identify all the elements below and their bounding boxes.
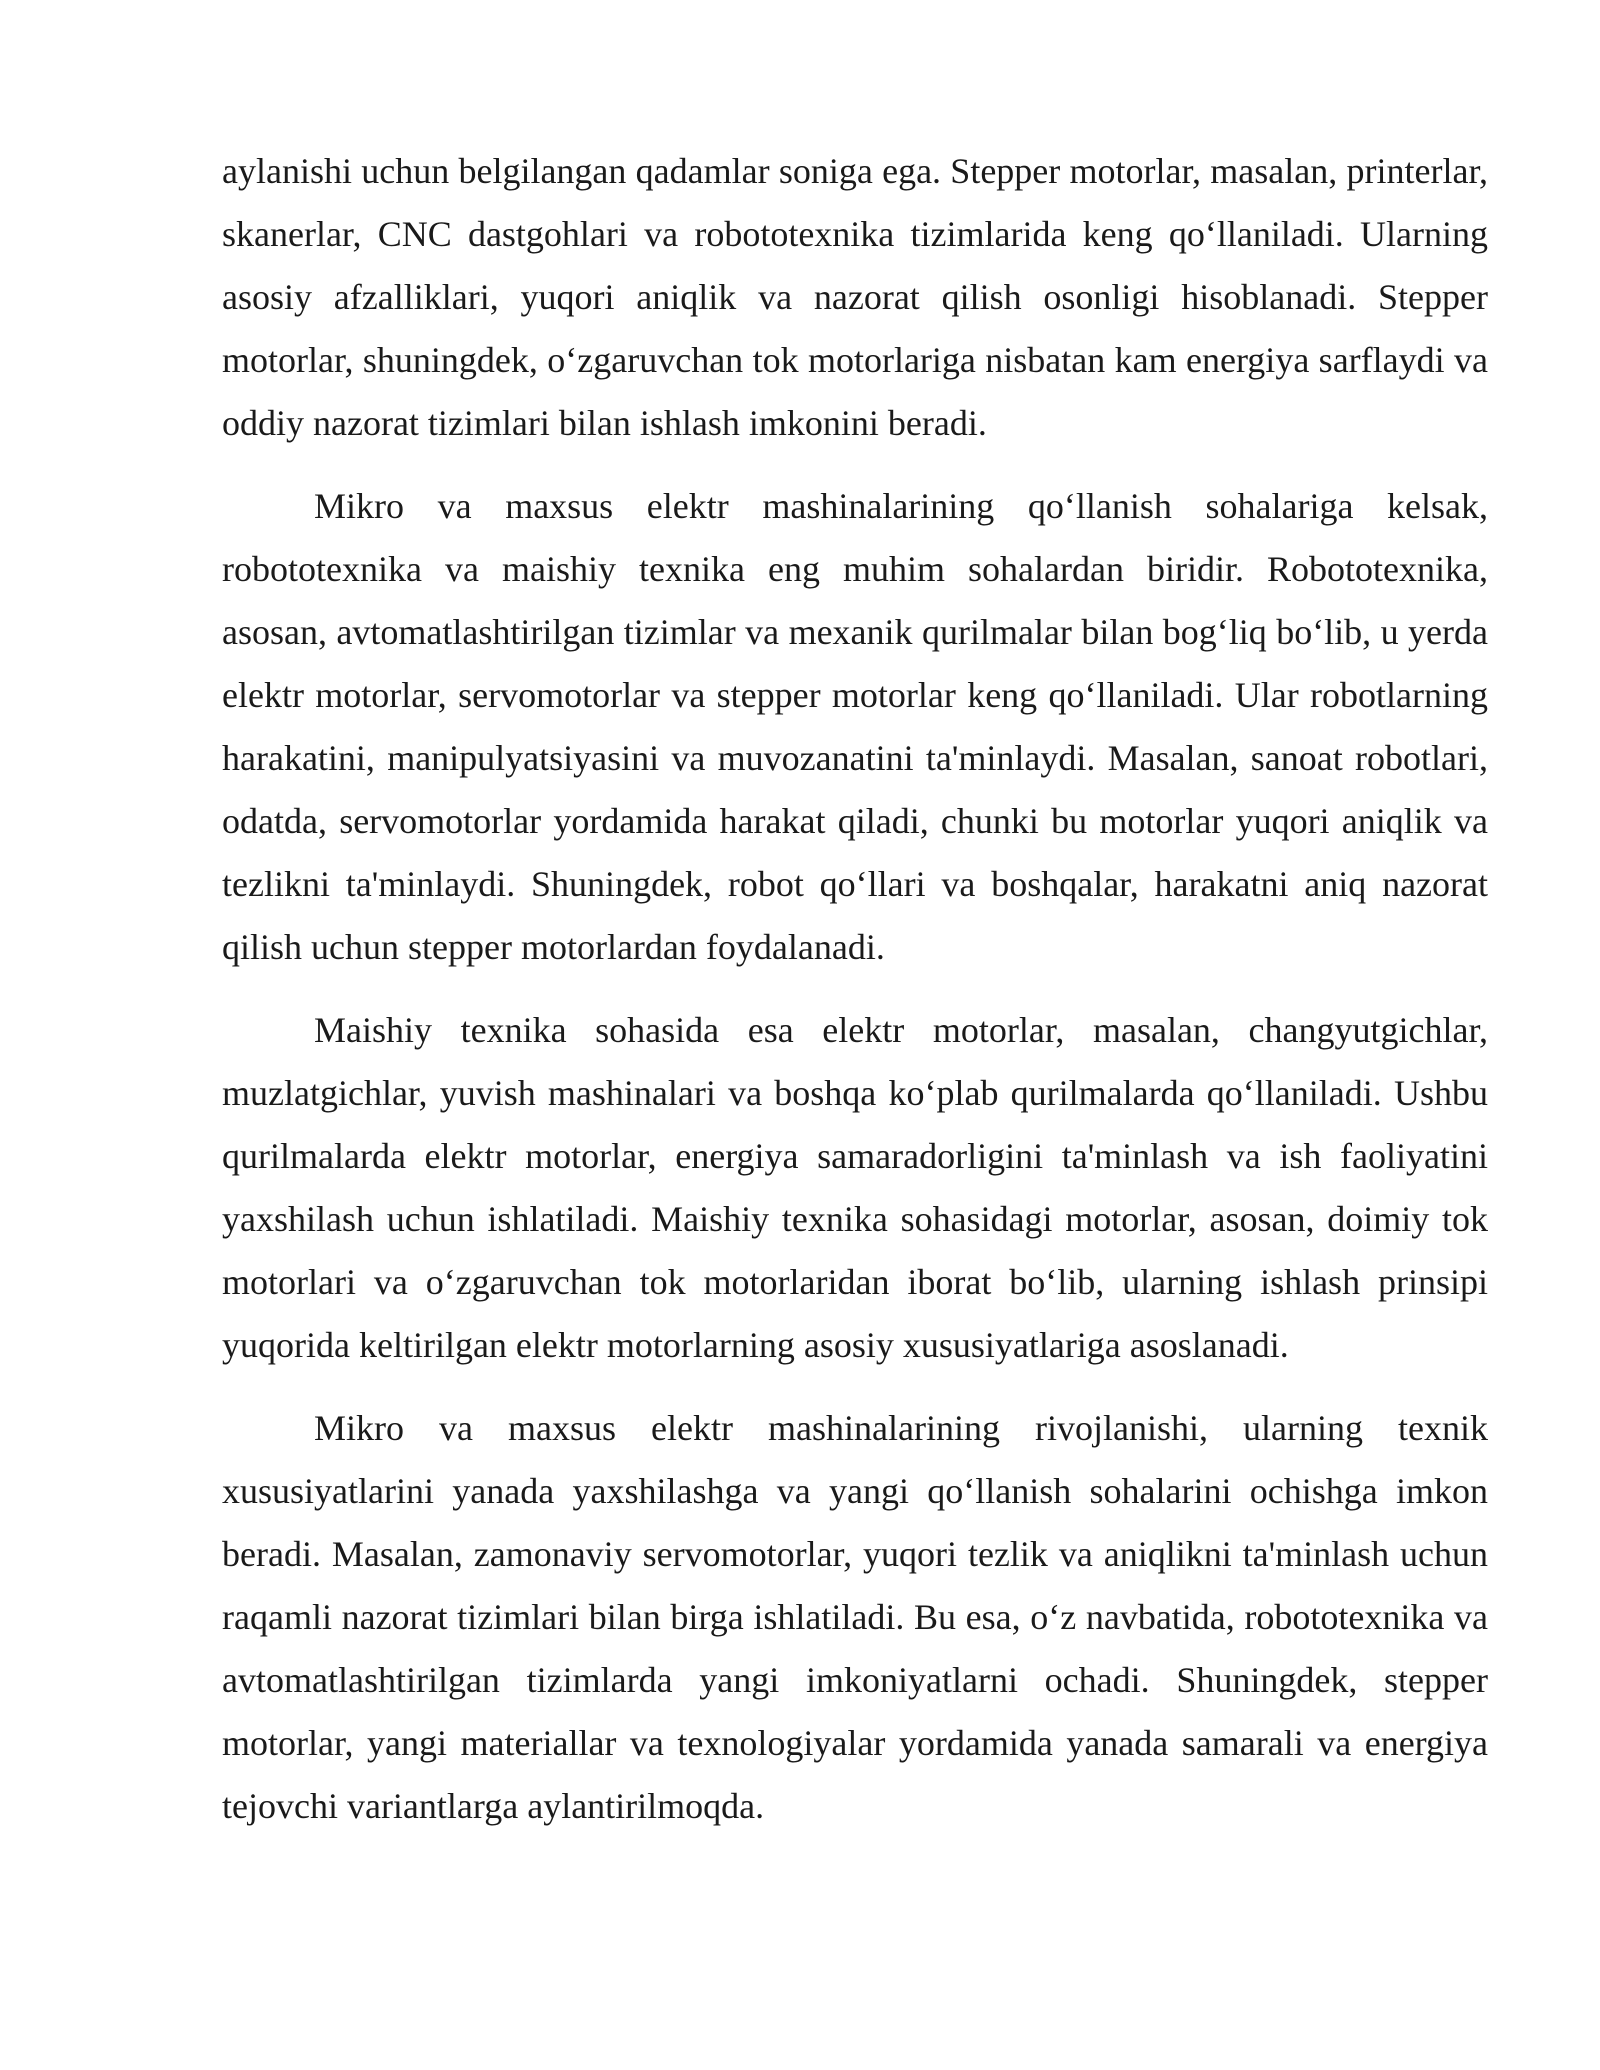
- paragraph-development: Mikro va maxsus elektr mashinalarining rivojlanishi, ularning texnik xususiyatlarini yanada yaxshilashga va yangi qo‘llanish sohalarini ochishga imkon beradi. Masalan, zamonaviy servomotorlar, yuqori tezlik va aniqlikni ta'minlash uchun raqamli nazorat tizimlari bilan birga ishlatiladi. Bu esa, o‘z navbatida, robototexnika va avtomatlashtirilgan tizimlarda yangi imkoniyatlarni ochadi. Shuningdek, stepper motorlar, yangi materiallar va texnologiyalar yordamida yanada samarali va energiya tejovchi variantlarga aylantirilmoqda.: [222, 1408, 1488, 1826]
- body-text: [222, 140, 1488, 1858]
- paragraph-applications: Mikro va maxsus elektr mashinalarining qo‘llanish sohalariga kelsak, robototexnika va maishiy texnika eng muhim sohalardan biridir. Robototexnika, asosan, avtomatlashtirilgan tizimlar va mexanik qurilmalar bilan bog‘liq bo‘lib, u yerda elektr motorlar, servomotorlar va stepper motorlar keng qo‘llaniladi. Ular robotlarning harakatini, manipulyatsiyasini va muvozanatini ta'minlaydi. Masalan, sanoat robotlari, odatda, servomotorlar yordamida harakat qiladi, chunki bu motorlar yuqori aniqlik va tezlikni ta'minlaydi. Shuningdek, robot qo‘llari va boshqalar, harakatni aniq nazorat qilish uchun stepper motorlardan foydalanadi.: [222, 486, 1488, 967]
- paragraph-continued: aylanishi uchun belgilangan qadamlar soniga ega. Stepper motorlar, masalan, printerlar, skanerlar, CNC dastgohlari va robototexnika tizimlarida keng qo‘llaniladi. Ularning asosiy afzalliklari, yuqori aniqlik va nazorat qilish osonligi hisoblanadi. Stepper motorlar, shuningdek, o‘zgaruvchan tok motorlariga nisbatan kam energiya sarflaydi va oddiy nazorat tizimlari bilan ishlash imkonini beradi.: [222, 151, 1488, 443]
- paragraph-household-appliances: Maishiy texnika sohasida esa elektr motorlar, masalan, changyutgichlar, muzlatgichlar, yuvish mashinalari va boshqa ko‘plab qurilmalarda qo‘llaniladi. Ushbu qurilmalarda elektr motorlar, energiya samaradorligini ta'minlash va ish faoliyatini yaxshilash uchun ishlatiladi. Maishiy texnika sohasidagi motorlar, asosan, doimiy tok motorlari va o‘zgaruvchan tok motorlaridan iborat bo‘lib, ularning ishlash prinsipi yuqorida keltirilgan elektr motorlarning asosiy xususiyatlariga asoslanadi.: [222, 1010, 1488, 1365]
